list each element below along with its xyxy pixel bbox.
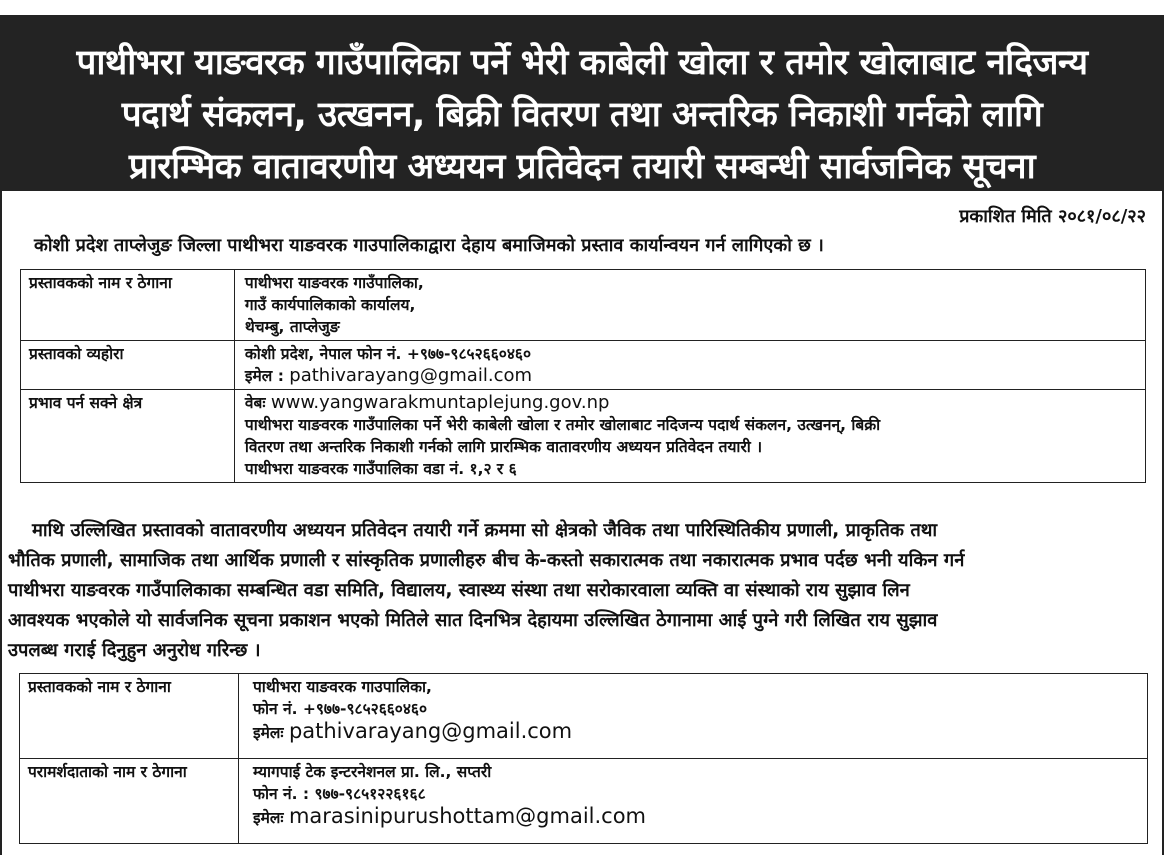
consultant-email-line [253, 805, 1137, 829]
proposal-phone-line: कोशी प्रदेश, नेपाल फोन नं. +९७७-९८५२६६०४६० [244, 345, 532, 363]
body-paragraph [8, 516, 1154, 666]
row-value-impact-area [234, 390, 1145, 483]
table-row [21, 390, 1146, 483]
web-prefix: वेबः [244, 394, 266, 412]
proponent-line-3: थेचम्बु, ताप्लेजुङ [244, 318, 340, 336]
impact-line-3: पाथीभरा याङवरक गाउँपालिका वडा नं. १,२ र ६ [244, 460, 517, 478]
contact-table [19, 673, 1148, 844]
contact-name-line: पाथीभरा याङवरक गाउपालिका, [253, 678, 432, 696]
email-prefix: इमेल : [244, 367, 284, 385]
contact-phone-line: फोन नं. +९७७-९८५२६६०४६० [253, 700, 428, 718]
published-date: प्रकाशित मिति २०८१/०८/२२ [959, 206, 1146, 227]
row-label-proposal: प्रस्तावको व्यहोरा [21, 341, 235, 390]
header-line-2: पदार्थ संकलन, उत्खनन, बिक्री वितरण तथा अन्तरिक निकाशी गर्नको लागि [121, 95, 1043, 135]
consultant-phone-line: फोन नं. : ९७७-९८५१२२६१६८ [253, 785, 426, 803]
table-row [20, 759, 1148, 844]
row-label-consultant: परामर्शदाताको नाम र ठेगाना [20, 759, 239, 844]
proposal-info-table [20, 269, 1146, 483]
row-label-proponent-contact: प्रस्तावकको नाम र ठेगाना [20, 674, 239, 759]
email-link[interactable]: pathivarayang@gmail.com [289, 365, 533, 386]
proponent-line-2: गाउँ कार्यपालिकाको कार्यालय, [244, 296, 416, 314]
impact-line-2: वितरण तथा अन्तरिक निकाशी गर्नको लागि प्रारम्भिक वातावरणीय अध्ययन प्रतिवेदन तयारी । [244, 438, 763, 456]
table-row [21, 270, 1146, 341]
proposal-email-line [245, 365, 1135, 387]
row-value-consultant [239, 759, 1148, 844]
row-label-impact-area: प्रभाव पर्न सक्ने क्षेत्र [21, 390, 235, 483]
row-value-proponent-contact [239, 674, 1148, 759]
header-line-3: प्रारम्भिक वातावरणीय अध्ययन प्रतिवेदन तयारी सम्बन्धी सार्वजनिक सूचना [128, 147, 1036, 187]
email-link[interactable]: marasinipurushottam@gmail.com [288, 804, 647, 828]
website-line [245, 392, 1135, 414]
paragraph-line-3: पाथीभरा याङवरक गाउँपालिकाका सम्बन्धित वडा समिति, विद्यालय, स्वास्थ्य संस्था तथा सरोकारवाला व्यक्ति वा संस्थाको राय सुझाव लिन [8, 580, 910, 601]
proponent-line-1: पाथीभरा याङवरक गाउँपालिका, [244, 274, 424, 292]
paragraph-line-2: भौतिक प्रणाली, सामाजिक तथा आर्थिक प्रणाली र सांस्कृतिक प्रणालीहरु बीच के-कस्तो सकारात्मक तथा नकारात्मक प्रभाव पर्दछ भनी यकिन गर्न [8, 550, 965, 571]
header-line-1: पाथीभरा याङवरक गाउँपालिका पर्ने भेरी काबेली खोला र तमोर खोलाबाट नदिजन्य [76, 43, 1088, 83]
consultant-name-line: म्यागपाई टेक इन्टरनेशनल प्रा. लि., सप्तरी [253, 763, 492, 781]
table-row [20, 674, 1148, 759]
row-value-proposal [234, 341, 1145, 390]
email-prefix: इमेलः [253, 809, 284, 827]
impact-line-1: पाथीभरा याङवरक गाउँपालिका पर्ने भेरी काबेली खोला र तमोर खोलाबाट नदिजन्य पदार्थ संकलन, उत्खनन्, बिक्री [244, 416, 881, 434]
website-link[interactable]: www.yangwarakmuntaplejung.gov.np [270, 392, 610, 413]
contact-email-line [253, 720, 1137, 744]
row-label-proponent: प्रस्तावकको नाम र ठेगाना [21, 270, 235, 341]
paragraph-line-4: आवश्यक भएकोले यो सार्वजनिक सूचना प्रकाशन भएको मितिले सात दिनभित्र देहायमा उल्लिखित ठेगानामा आई पुग्ने गरी लिखित राय सुझाव [8, 610, 938, 631]
paragraph-line-5: उपलब्ध गराई दिनुहुन अनुरोध गरिन्छ । [8, 640, 261, 661]
paragraph-line-1: माथि उल्लिखित प्रस्तावको वातावरणीय अध्ययन प्रतिवेदन तयारी गर्ने क्रममा सो क्षेत्रको जैविक तथा पारिस्थितिकीय प्रणाली, प्राकृतिक तथा [32, 520, 938, 541]
row-value-proponent [234, 270, 1145, 341]
notice-header [0, 15, 1164, 191]
email-link[interactable]: pathivarayang@gmail.com [288, 719, 573, 743]
table-row [21, 341, 1146, 390]
email-prefix: इमेलः [253, 724, 284, 742]
intro-text: कोशी प्रदेश ताप्लेजुङ जिल्ला पाथीभरा याङवरक गाउपालिकाद्वारा देहाय बमाजिमको प्रस्ताव कार्यान्वयन गर्न लागिएको छ । [34, 235, 824, 256]
